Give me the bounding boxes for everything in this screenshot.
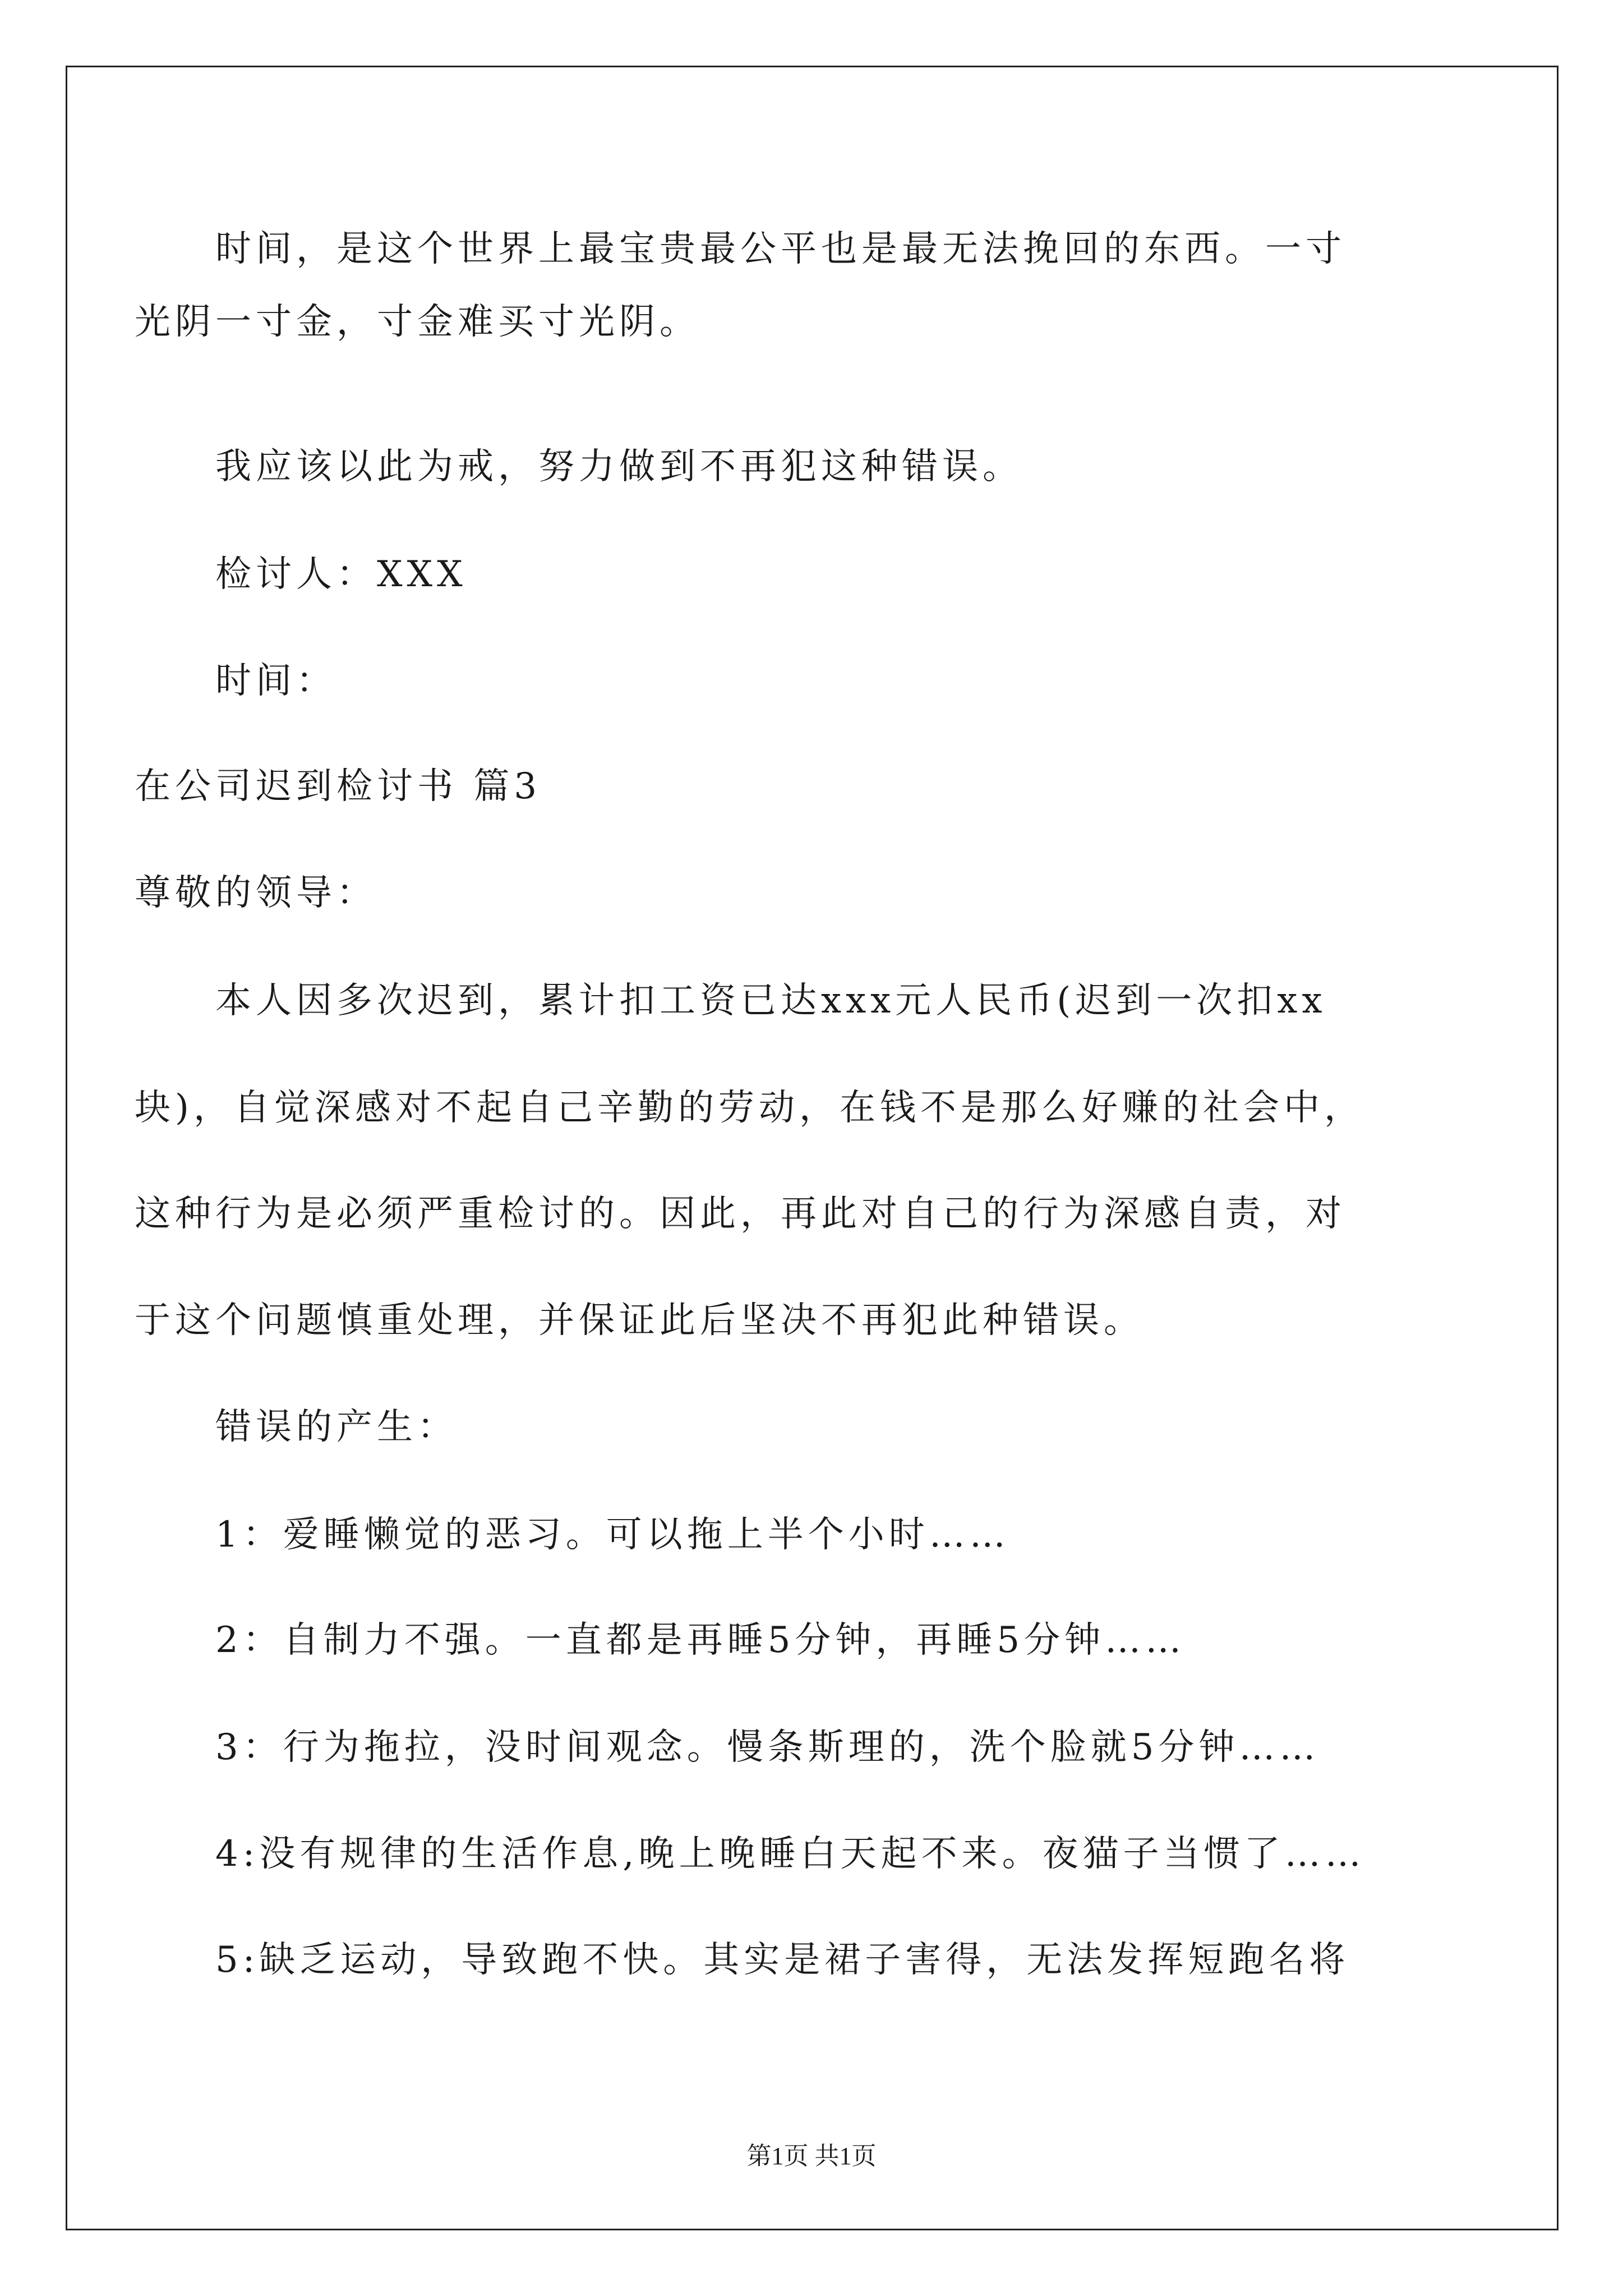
page-number-footer: 第1页 共1页 xyxy=(746,2142,877,2170)
paragraph-line: 于这个问题慎重处理，并保证此后坚决不再犯此种错误。 xyxy=(135,1300,1144,1341)
list-item: 1：爱睡懒觉的恶习。可以拖上半个小时…… xyxy=(215,1514,1010,1556)
list-item: 2：自制力不强。一直都是再睡5分钟，再睡5分钟…… xyxy=(215,1619,1186,1661)
section-title: 在公司迟到检讨书 篇3 xyxy=(135,766,542,807)
date-line: 时间： xyxy=(215,660,336,702)
list-heading: 错误的产生： xyxy=(215,1406,458,1448)
paragraph-line: 我应该以此为戒，努力做到不再犯这种错误。 xyxy=(215,446,1023,487)
page-border xyxy=(66,66,1559,2230)
paragraph-line: 时间，是这个世界上最宝贵最公平也是最无法挽回的东西。一寸 xyxy=(215,228,1346,270)
paragraph-line: 这种行为是必须严重检讨的。因此，再此对自己的行为深感自责，对 xyxy=(135,1193,1346,1235)
salutation: 尊敬的领导： xyxy=(135,872,377,914)
signer-line: 检讨人：XXX xyxy=(215,554,467,595)
list-item: 3：行为拖拉，没时间观念。慢条斯理的，洗个脸就5分钟…… xyxy=(215,1727,1320,1768)
paragraph-line: 本人因多次迟到，累计扣工资已达xxx元人民币(迟到一次扣xx xyxy=(215,980,1327,1022)
list-item: 5:缺乏运动，导致跑不快。其实是裙子害得，无法发挥短跑名将 xyxy=(215,1939,1350,1981)
list-item: 4:没有规律的生活作息,晚上晚睡白天起不来。夜猫子当惯了…… xyxy=(215,1833,1366,1875)
paragraph-line: 块)，自觉深感对不起自己辛勤的劳动，在钱不是那么好赚的社会中， xyxy=(135,1087,1364,1129)
paragraph-line: 光阴一寸金，寸金难买寸光阴。 xyxy=(135,301,700,343)
